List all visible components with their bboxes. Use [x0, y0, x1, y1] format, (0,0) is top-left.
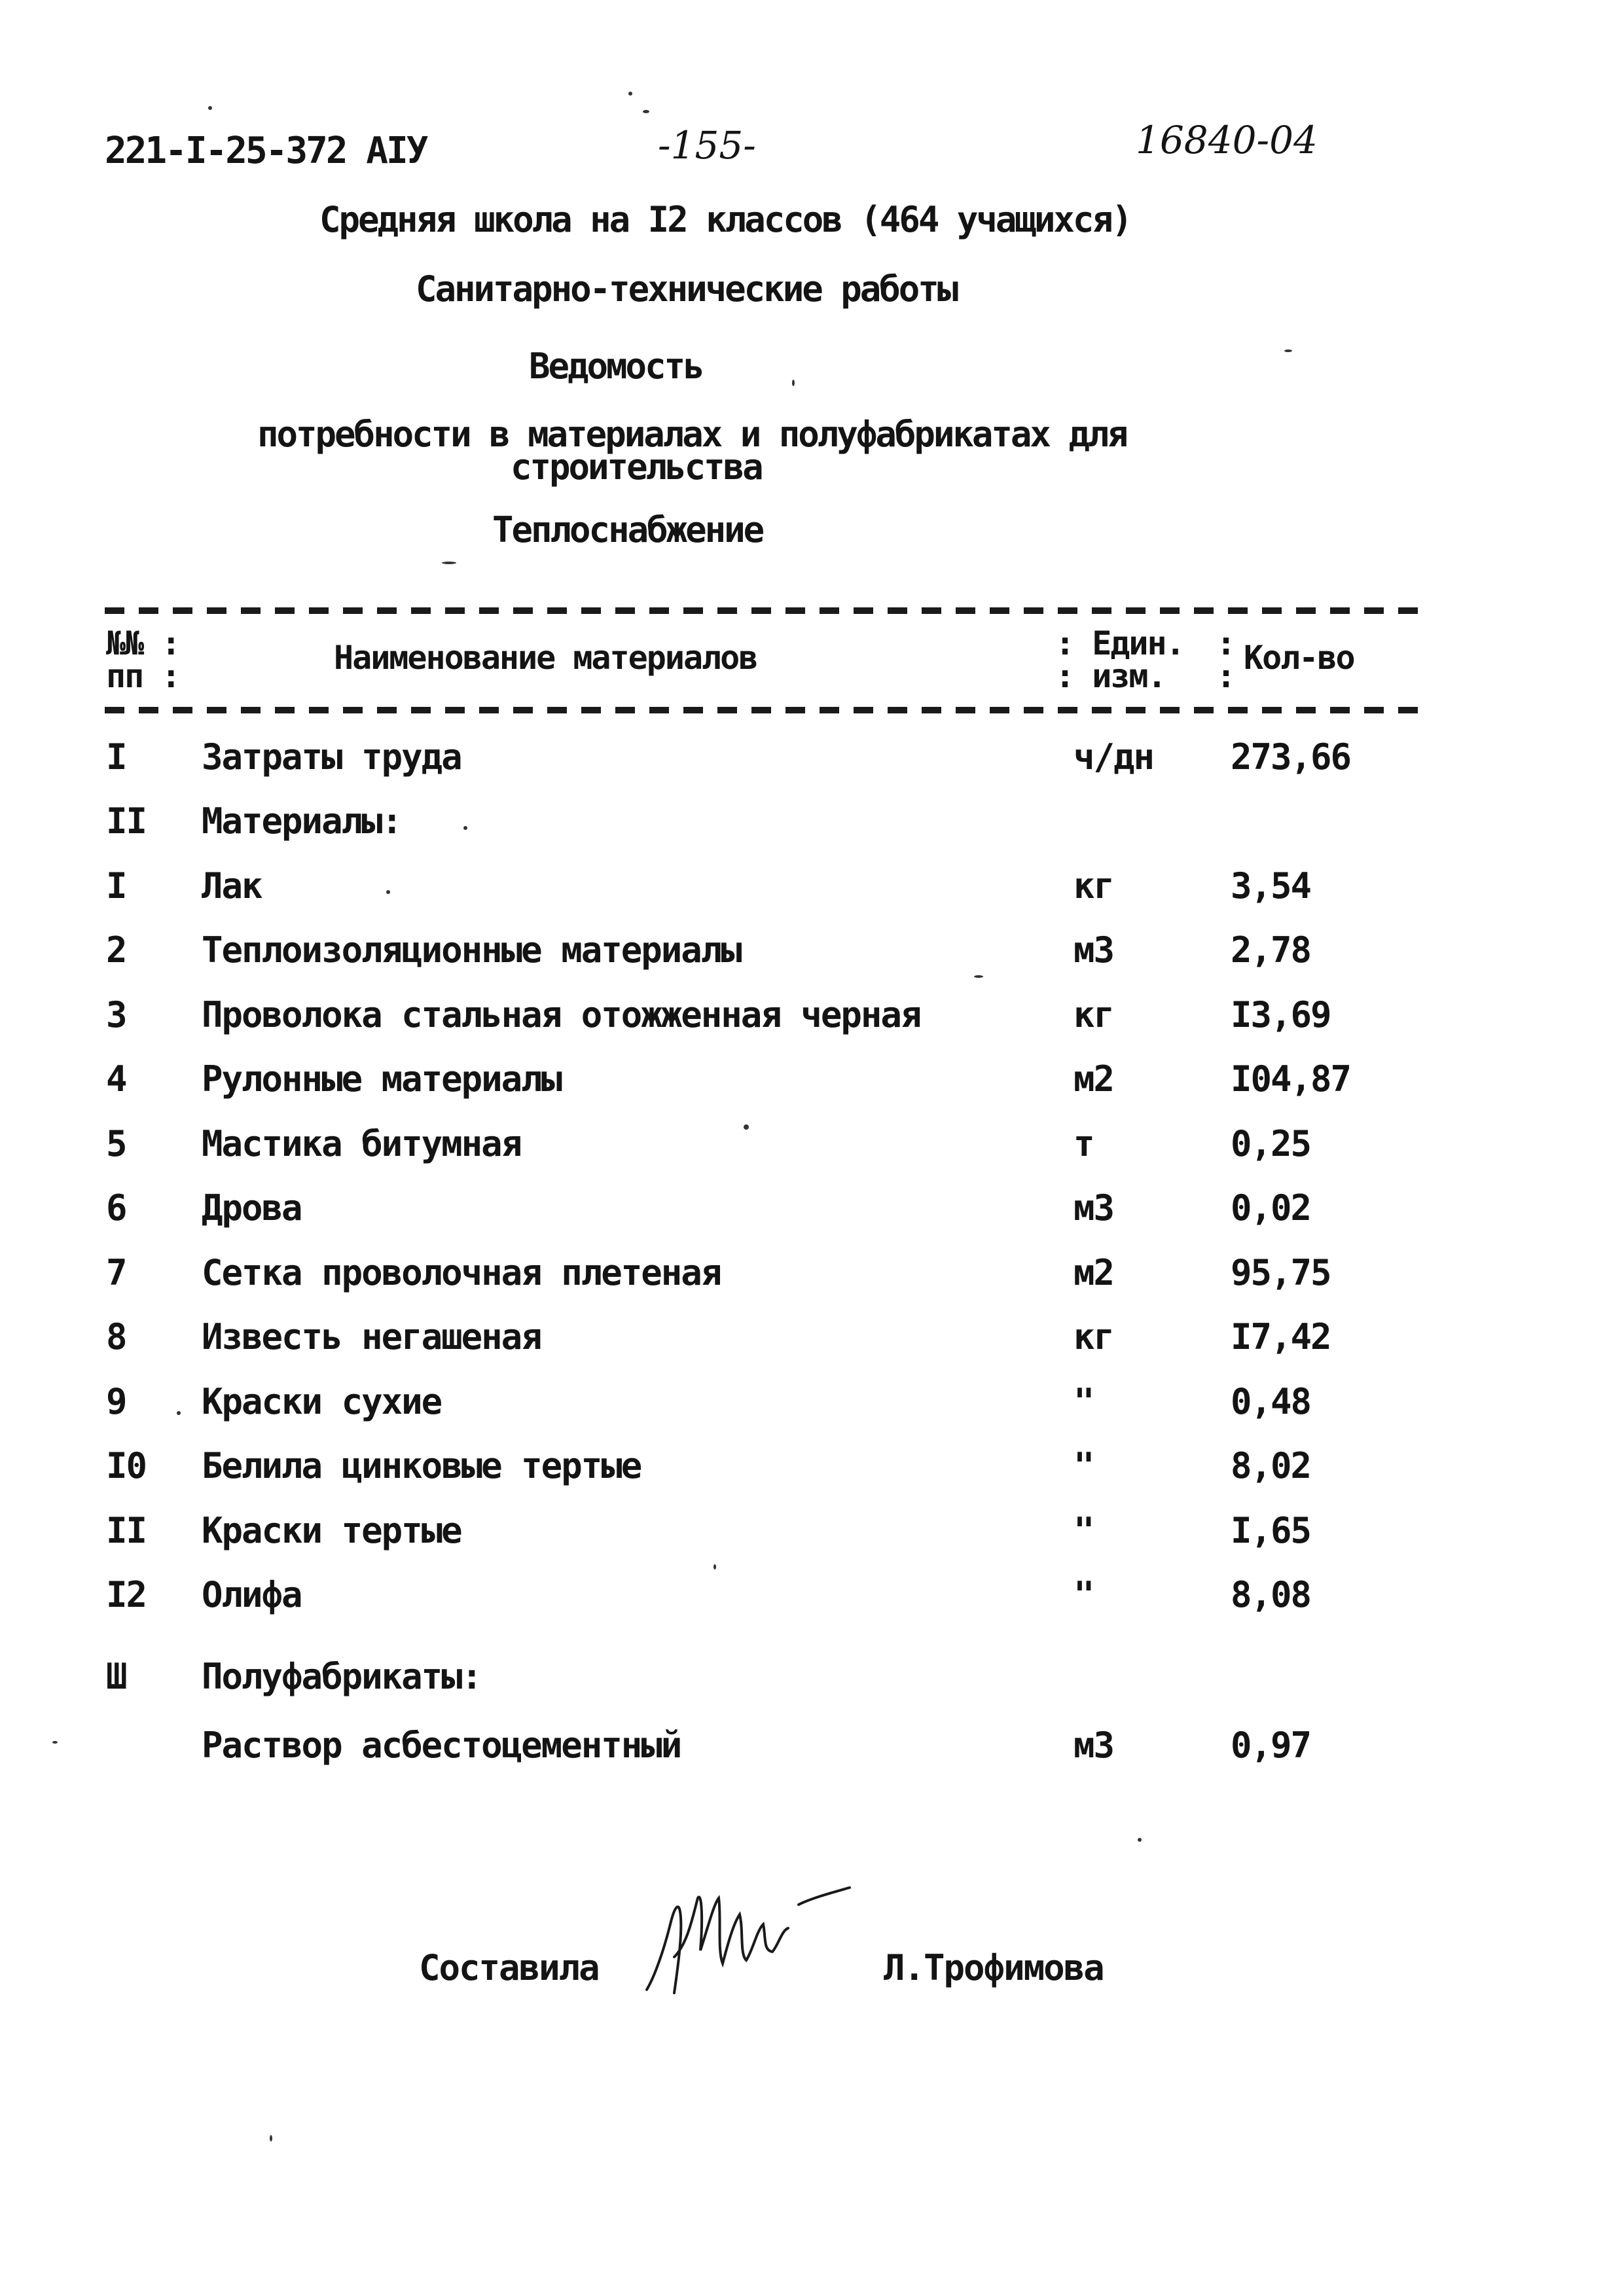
title-school: Средняя школа на I2 классов (464 учащихся): [319, 199, 1131, 240]
row-number: 4: [106, 1058, 126, 1100]
scan-speck: [628, 92, 632, 96]
title-works: Санитарно-технические работы: [416, 268, 957, 310]
header-material-name: Наименование материалов: [334, 639, 757, 677]
header-unit-line1: : Един.: [1055, 624, 1184, 662]
row-material: Теплоизоляционные материалы: [202, 929, 741, 971]
row-material: Проволока стальная отожженная черная: [202, 994, 921, 1035]
row-quantity: 95,75: [1231, 1252, 1331, 1293]
row-material: Белила цинковые тертые: [202, 1445, 641, 1486]
archive-number: 16840-04: [1136, 118, 1318, 162]
header-num-line1: №№ :: [106, 624, 180, 662]
table-top-rule: [105, 607, 1427, 614]
title-heating: Теплоснабжение: [492, 509, 763, 550]
row-material: Сетка проволочная плетеная: [202, 1252, 721, 1293]
signature-image: [641, 1878, 857, 2003]
scan-speck: [792, 380, 795, 386]
row-quantity: I,65: [1231, 1510, 1311, 1551]
scan-speck: [1284, 350, 1292, 352]
row-material: Краски сухие: [202, 1381, 442, 1422]
row-unit: ": [1074, 1574, 1094, 1615]
header-unit-line2: : изм.: [1055, 657, 1166, 695]
row-unit: кг: [1074, 1316, 1114, 1357]
row-unit: кг: [1074, 865, 1114, 906]
row-number: I2: [106, 1574, 147, 1615]
header-quantity: Кол-во: [1244, 639, 1354, 677]
row-unit: м3: [1074, 929, 1114, 971]
row-unit: ": [1074, 1510, 1094, 1551]
compiled-by-name: Л.Трофимова: [884, 1947, 1104, 1988]
table-header-rule: [105, 707, 1427, 713]
title-construction: строительства: [511, 446, 762, 488]
row-material: Затраты труда: [202, 736, 461, 778]
row-section-title: Полуфабрикаты:: [202, 1656, 482, 1697]
header-qty-separator1: :: [1216, 624, 1235, 662]
scan-speck: [643, 110, 649, 113]
row-number: 2: [106, 929, 126, 971]
scan-speck: [177, 1411, 181, 1415]
row-number: I: [106, 865, 126, 906]
row-material: Раствор асбестоцементный: [202, 1725, 681, 1766]
header-num-line2: пп :: [106, 657, 180, 695]
row-unit: т: [1074, 1123, 1094, 1164]
row-quantity: 3,54: [1231, 865, 1311, 906]
row-number: I: [106, 736, 126, 778]
row-material: Рулонные материалы: [202, 1058, 562, 1100]
row-unit: ч/дн: [1074, 736, 1154, 778]
row-quantity: 273,66: [1231, 736, 1351, 778]
row-unit: кг: [1074, 994, 1114, 1035]
row-quantity: I7,42: [1231, 1316, 1331, 1357]
row-number: Ш: [106, 1656, 126, 1697]
row-quantity: 0,97: [1231, 1725, 1311, 1766]
row-quantity: 8,08: [1231, 1574, 1311, 1615]
row-number: 3: [106, 994, 126, 1035]
row-quantity: 0,02: [1231, 1187, 1311, 1229]
scan-speck: [713, 1564, 716, 1570]
scan-speck: [442, 562, 456, 564]
row-quantity: I3,69: [1231, 994, 1331, 1035]
row-material: Лак: [202, 865, 262, 906]
title-requirements: потребности в материалах и полуфабрикатах для: [257, 414, 1127, 455]
header-qty-separator2: :: [1216, 657, 1235, 695]
document-code: 221-I-25-372 АIУ: [105, 130, 427, 172]
row-number: 7: [106, 1252, 126, 1293]
row-unit: м2: [1074, 1058, 1114, 1100]
scan-speck: [744, 1124, 749, 1130]
row-number: 9: [106, 1381, 126, 1422]
row-material: Мастика битумная: [202, 1123, 522, 1164]
row-unit: м2: [1074, 1252, 1114, 1293]
page-number: -155-: [658, 123, 756, 168]
row-number: 6: [106, 1187, 126, 1229]
scan-speck: [386, 890, 390, 894]
row-section-title: Материалы:: [202, 800, 402, 842]
row-number: II: [106, 800, 147, 842]
row-quantity: 0,48: [1231, 1381, 1311, 1422]
scan-speck: [1138, 1838, 1142, 1842]
row-quantity: 2,78: [1231, 929, 1311, 971]
row-number: II: [106, 1510, 147, 1551]
scan-speck: [270, 2135, 272, 2142]
row-material: Олифа: [202, 1574, 302, 1615]
row-number: 8: [106, 1316, 126, 1357]
row-material: Известь негашеная: [202, 1316, 541, 1357]
scan-speck: [974, 975, 983, 978]
row-material: Краски тертые: [202, 1510, 461, 1551]
row-number: I0: [106, 1445, 147, 1486]
scan-speck: [463, 826, 467, 830]
row-unit: м3: [1074, 1187, 1114, 1229]
scan-speck: [208, 106, 212, 110]
row-unit: м3: [1074, 1725, 1114, 1766]
compiled-by-label: Составила: [419, 1947, 599, 1988]
row-number: 5: [106, 1123, 126, 1164]
title-statement: Ведомость: [529, 346, 703, 387]
row-quantity: I04,87: [1231, 1058, 1351, 1100]
row-material: Дрова: [202, 1187, 302, 1229]
row-unit: ": [1074, 1381, 1094, 1422]
row-unit: ": [1074, 1445, 1094, 1486]
row-quantity: 0,25: [1231, 1123, 1311, 1164]
row-quantity: 8,02: [1231, 1445, 1311, 1486]
scan-speck: [52, 1741, 58, 1744]
